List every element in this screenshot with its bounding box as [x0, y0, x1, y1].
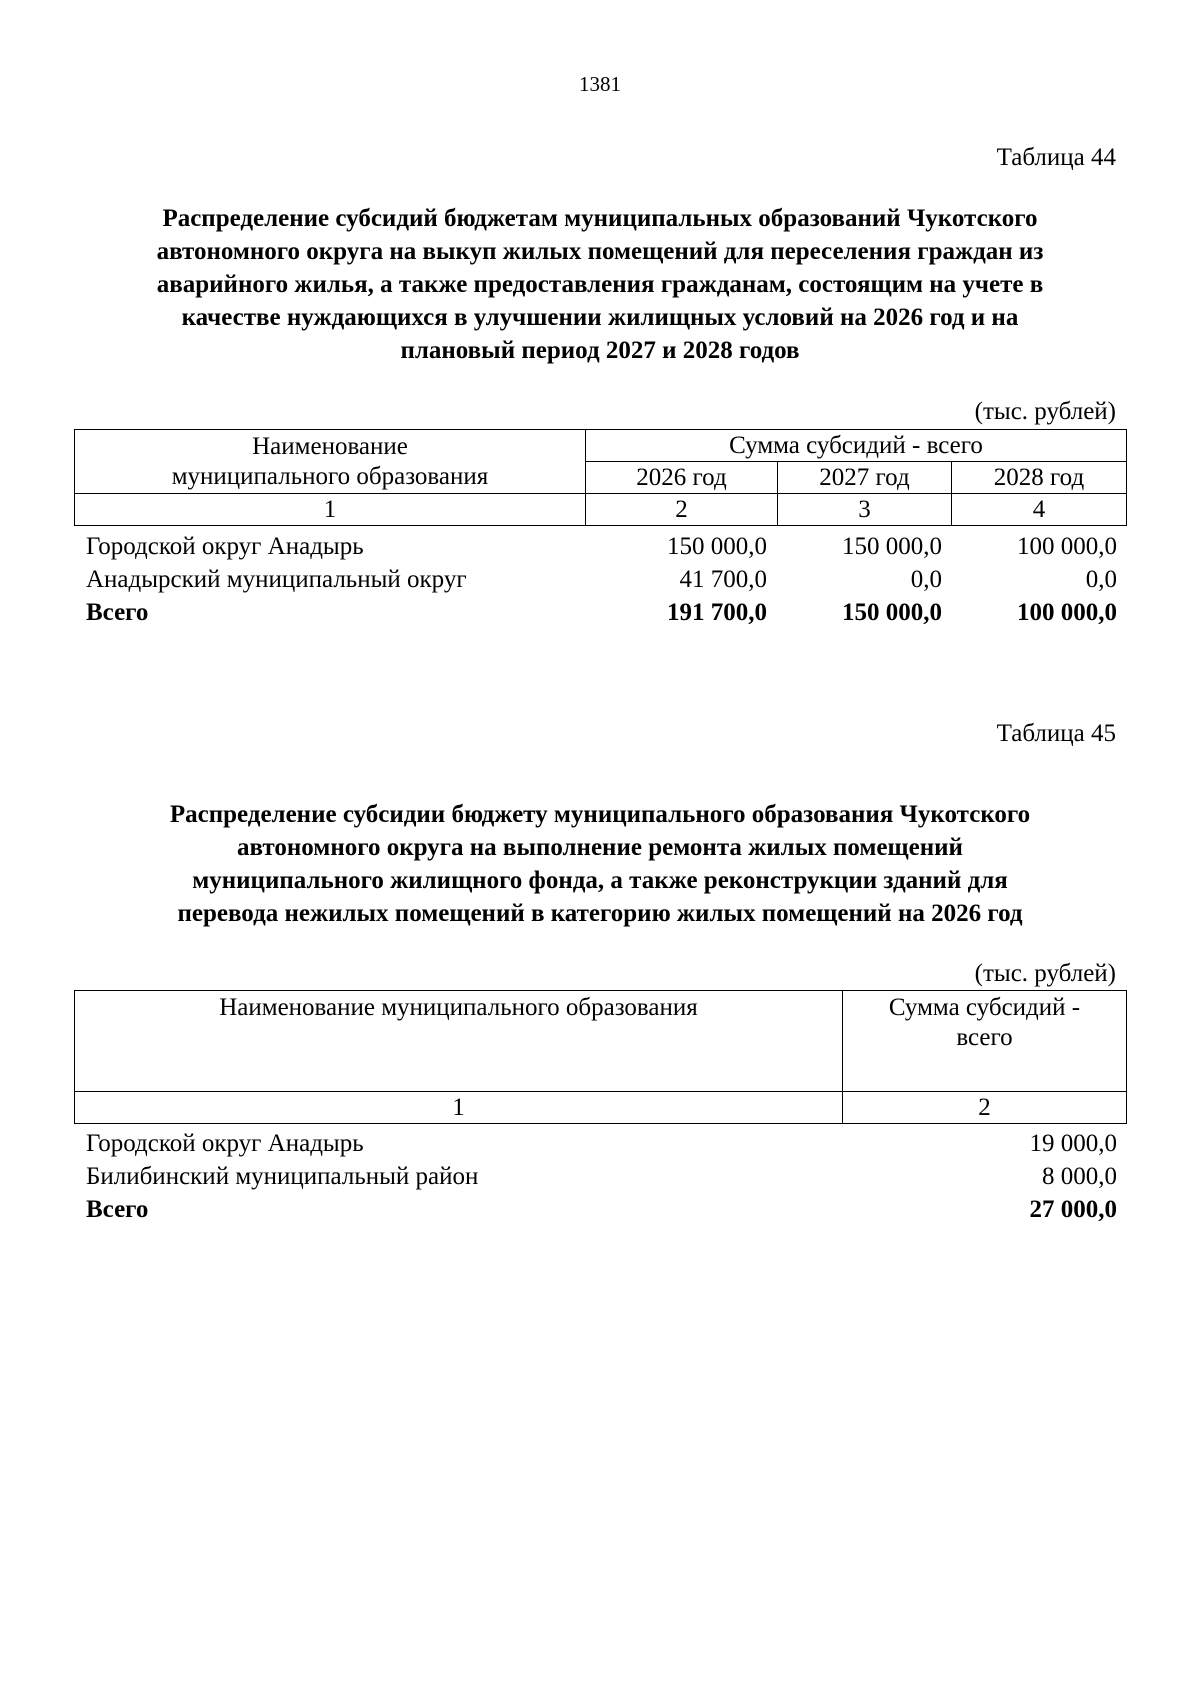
header-name-line2: муниципального образования — [171, 462, 489, 490]
total-label: Всего — [86, 599, 149, 626]
total-2028: 100 000,0 — [1017, 599, 1117, 626]
column-number: 1 — [75, 1092, 843, 1124]
value-2027: 150 000,0 — [842, 533, 942, 560]
table-45-header — [74, 990, 1127, 1124]
column-number: 1 — [75, 494, 586, 526]
header-name-cell — [75, 430, 586, 494]
value-2028: 0,0 — [1085, 566, 1117, 593]
table-44-unit: (тыс. рублей) — [974, 398, 1116, 425]
table-44-label: Таблица 44 — [996, 144, 1116, 171]
header-name-cell: Наименование муниципального образования — [75, 991, 843, 1092]
total-2026: 191 700,0 — [667, 599, 767, 626]
heading-line: качестве нуждающихся в улучшении жилищных условий на 2026 год и на — [181, 304, 1019, 331]
value-2028: 100 000,0 — [1017, 533, 1117, 560]
value-2026: 150 000,0 — [667, 533, 767, 560]
column-number: 4 — [952, 494, 1127, 526]
table-44-header — [74, 429, 1127, 526]
total-label: Всего — [86, 1196, 149, 1223]
heading-line: плановый период 2027 и 2028 годов — [400, 337, 800, 364]
table-45-label: Таблица 45 — [996, 720, 1116, 747]
column-number: 3 — [778, 494, 952, 526]
table-45-heading — [80, 798, 1120, 930]
value-2026: 41 700,0 — [679, 566, 767, 593]
total-value: 27 000,0 — [1029, 1196, 1117, 1223]
heading-line: муниципального жилищного фонда, а также реконструкции зданий для — [192, 867, 1008, 894]
value-2027: 0,0 — [910, 566, 942, 593]
heading-line: автономного округа на выкуп жилых помещений для переселения граждан из — [156, 238, 1044, 265]
row-name: Городской округ Анадырь — [86, 533, 364, 560]
row-name: Городской округ Анадырь — [86, 1130, 364, 1157]
page-number: 1381 — [579, 72, 621, 96]
heading-line: перевода нежилых помещений в категорию жилых помещений на 2026 год — [177, 900, 1023, 927]
header-year-2028: 2028 год — [952, 462, 1127, 494]
header-sum-line2: всего — [956, 1024, 1013, 1051]
row-name: Анадырский муниципальный округ — [86, 566, 467, 593]
header-sum-total: Сумма субсидий - всего — [586, 430, 1127, 462]
column-number: 2 — [843, 1092, 1127, 1124]
total-2027: 150 000,0 — [842, 599, 942, 626]
row-value: 8 000,0 — [1042, 1163, 1117, 1190]
row-value: 19 000,0 — [1029, 1130, 1117, 1157]
header-year-2026: 2026 год — [586, 462, 778, 494]
heading-line: автономного округа на выполнение ремонта жилых помещений — [237, 834, 963, 861]
heading-line: аварийного жилья, а также предоставления гражданам, состоящим на учете в — [156, 271, 1044, 298]
heading-line: Распределение субсидий бюджетам муниципальных образований Чукотского — [162, 205, 1038, 232]
column-number: 2 — [586, 494, 778, 526]
header-sum-cell — [843, 991, 1127, 1092]
header-name-line1: Наименование — [252, 432, 408, 460]
header-year-2027: 2027 год — [778, 462, 952, 494]
table-45-unit: (тыс. рублей) — [974, 960, 1116, 987]
header-sum-line1: Сумма субсидий - — [888, 994, 1081, 1021]
table-44-heading — [80, 202, 1120, 367]
row-name: Билибинский муниципальный район — [86, 1163, 479, 1190]
heading-line: Распределение субсидии бюджету муниципального образования Чукотского — [169, 801, 1031, 828]
